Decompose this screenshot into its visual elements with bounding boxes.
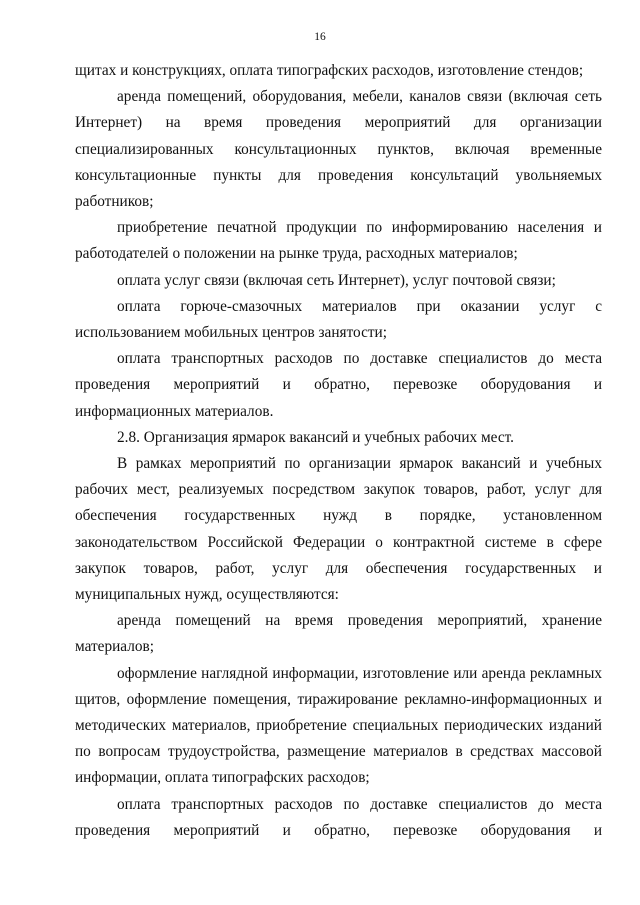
paragraph-job-fairs-intro: В рамках мероприятий по организации ярмарок вакансий и учебных рабочих мест, реализуемых посредством закупок товаров, работ, услуг для обеспечения государственных нужд в порядке, установленном законодательством Российской Федерации о контрактной системе в сфере закупок товаров, работ, услуг для обеспечения государственных и муниципальных нужд, осуществляются: [75,455,602,604]
paragraph-visual-information: оформление наглядной информации, изготовление или аренда рекламных щитов, оформление помещения, тиражирование рекламно-информационных и методических материалов, приобретение специальных периодических изданий по вопросам трудоустройства, размещение материалов в средствах массовой информации, оплата типографских расходов; [75,664,602,787]
paragraph-communication-services: оплата услуг связи (включая сеть Интернет), услуг почтовой связи; [117,271,556,289]
paragraph-transport-costs: оплата транспортных расходов по доставке специалистов до места проведения мероприятий и обратно, перевозке оборудования и информационных материалов. [75,350,602,420]
paragraph-rent-premises: аренда помещений, оборудования, мебели, каналов связи (включая сеть Интернет) на время проведения мероприятий для организации специализированных консультационных пунктов, включая временные консультационные пункты для проведения консультаций увольняемых работников; [75,88,602,211]
paragraph-continuation: щитах и конструкциях, оплата типографских расходов, изготовление стендов; [75,62,584,79]
paragraph-transport-costs-cut: оплата транспортных расходов по доставке специалистов до места проведения мероприятий и обратно, перевозке оборудования и [75,795,602,839]
document-body [75,58,602,844]
paragraph-printed-products: приобретение печатной продукции по информированию населения и работодателей о положении на рынке труда, расходных материалов; [75,219,602,263]
paragraph-fuel-lubricants: оплата горюче-смазочных материалов при оказании услуг с использованием мобильных центров занятости; [75,297,602,342]
page-number: 16 [314,31,326,43]
paragraph-rent-storage: аренда помещений на время проведения мероприятий, хранение материалов; [75,612,602,656]
section-heading-2-8: 2.8. Организация ярмарок вакансий и учебных рабочих мест. [117,428,514,446]
